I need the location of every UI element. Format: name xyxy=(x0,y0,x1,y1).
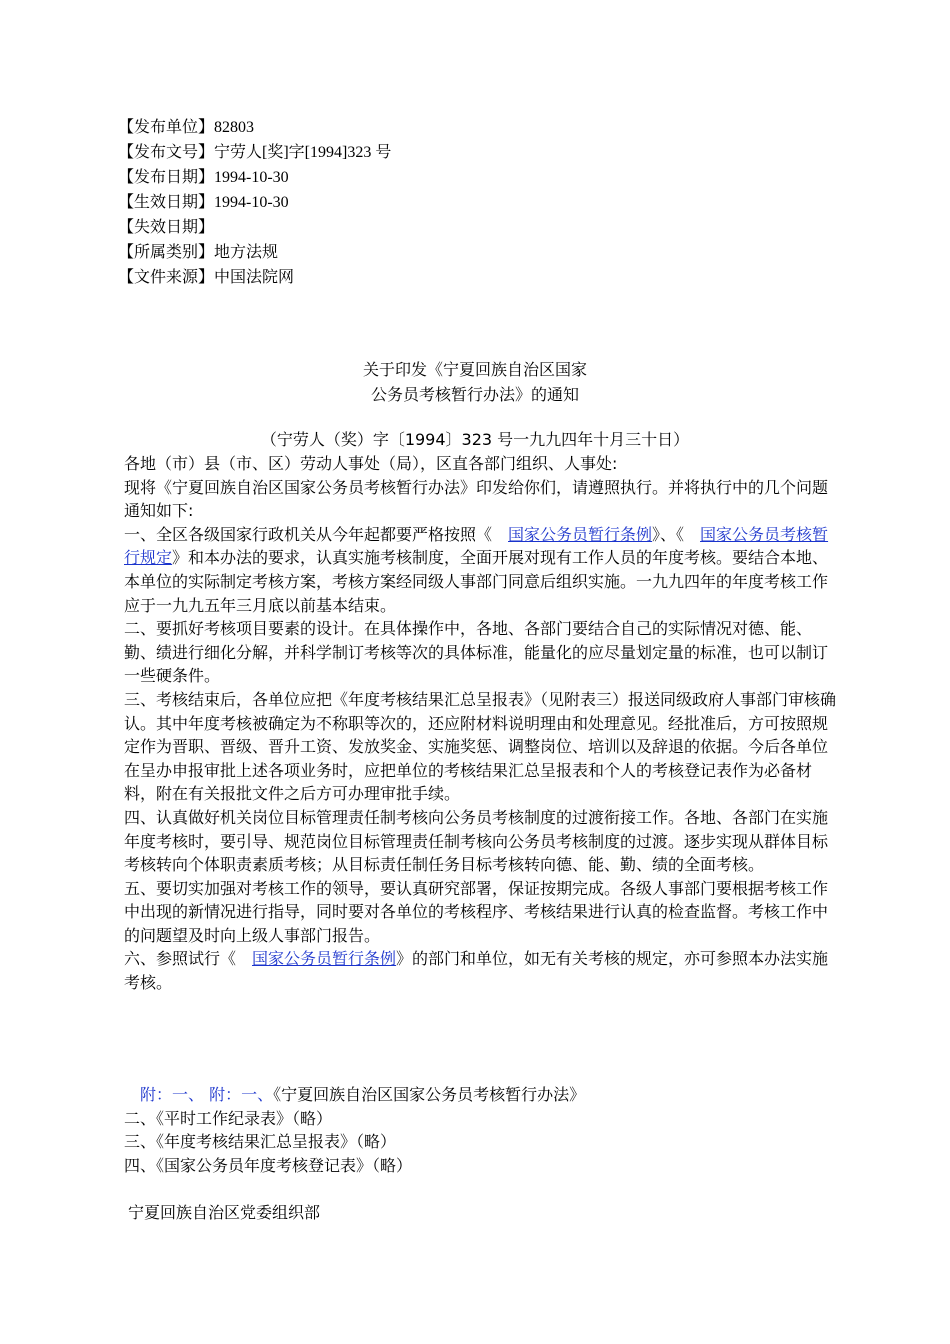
paragraph-1: 一、全区各级国家行政机关从今年起都要严格按照《 国家公务员暂行条例》、《 国家公务员考核暂行规定》和本办法的要求，认真实施考核制度，全面开展对现有工作人员的年度考核。要结合本地、本单位的实际制定考核方案，考核方案经同级人事部门同意后组织实施。一九九四年的年度考核工作应于一九九五年三月底以前基本结束。 xyxy=(124,524,829,615)
intro-paragraph: 现将《宁夏回族自治区国家公务员考核暂行办法》印发给你们，请遵照执行。并将执行中的几个问题通知如下: xyxy=(124,477,829,521)
meta-effective-date: 【生效日期】1994-10-30 xyxy=(118,194,289,211)
paragraph-6: 六、参照试行《 国家公务员暂行条例》的部门和单位，如无有关考核的规定，亦可参照本办法实施考核。 xyxy=(124,949,829,993)
addressee: 各地（市）县（市、区）劳动人事处（局），区直各部门组织、人事处: xyxy=(124,454,618,473)
document-body xyxy=(124,452,836,995)
attachments-list xyxy=(124,1083,585,1177)
issuer-signature: 宁夏回族自治区党委组织部 xyxy=(128,1203,321,1222)
attachment-item-1: 附：一、 附：一、《宁夏回族自治区国家公务员考核暂行办法》 xyxy=(124,1085,586,1104)
paragraph-4: 四、认真做好机关岗位目标管理责任制考核向公务员考核制度的过渡衔接工作。各地、各部门在实施年度考核时，要引导、规范岗位目标管理责任制考核向公务员考核制度的过渡。逐步实现从群体目标考核转向个体职责素质考核；从目标责任制任务目标考核转向德、能、勤、绩的全面考核。 xyxy=(124,807,829,875)
regulation-link-civil-servant-interim-2[interactable]: 国家公务员暂行条例 xyxy=(252,949,397,969)
document-title-line1: 关于印发《宁夏回族自治区国家 xyxy=(362,360,587,379)
meta-publisher: 【发布单位】82803 xyxy=(118,119,255,136)
paragraph-5: 五、要切实加强对考核工作的领导，要认真研究部署，保证按期完成。各级人事部门要根据考核工作中出现的新情况进行指导，同时要对各单位的考核程序、考核结果进行认真的检查监督。考核工作中的问题望及时向上级人事部门报告。 xyxy=(124,878,829,945)
meta-category: 【所属类别】地方法规 xyxy=(118,244,279,261)
attachment-item-3: 三、《年度考核结果汇总呈报表》（略） xyxy=(124,1132,397,1152)
paragraph-3: 三、考核结束后，各单位应把《年度考核结果汇总呈报表》（见附表三）报送同级政府人事部门审核确认。其中年度考核被确定为不称职等次的，还应附材料说明理由和处理意见。经批准后，方可按照规定作为晋职、晋级、晋升工资、发放奖金、实施奖惩、调整岗位、培训以及辞退的依据。今后各单位在呈办申报审批上述各项业务时，应把单位的考核结果汇总呈报表和个人的考核登记表作为必备材料，附在有关报批文件之后方可办理审批手续。 xyxy=(124,689,837,804)
meta-publish-date: 【发布日期】1994-10-30 xyxy=(118,169,289,186)
regulation-link-civil-servant-interim[interactable]: 国家公务员暂行条例 xyxy=(508,524,653,544)
meta-doc-number: 【发布文号】宁劳人[奖]字[1994]323 号 xyxy=(118,144,392,161)
meta-source: 【文件来源】中国法院网 xyxy=(118,269,295,286)
paragraph-2: 二、要抓好考核项目要素的设计。在具体操作中，各地、各部门要结合自己的实际情况对德、能、勤、绩进行细化分解，并科学制订考核等次的具体标准，能量化的应尽量划定量的标准，也可以制订一些硬条件。 xyxy=(124,619,829,686)
regulation-link-assessment-interim[interactable]: 国家公务员考核暂行规定 xyxy=(124,524,829,568)
meta-expiry-date: 【失效日期】 xyxy=(118,219,215,236)
attachment-item-2: 二、《平时工作纪录表》（略） xyxy=(124,1108,333,1128)
attachment-item-4: 四、《国家公务员年度考核登记表》（略） xyxy=(124,1155,413,1175)
document-title-line2: 公务员考核暂行办法》的通知 xyxy=(370,385,579,404)
attachment-prefix: 附：一、 附：一、 xyxy=(124,1085,274,1104)
metadata-block xyxy=(118,115,391,290)
document-number: （宁劳人（奖）字〔1994〕323 号一九九四年十月三十日） xyxy=(260,430,690,449)
